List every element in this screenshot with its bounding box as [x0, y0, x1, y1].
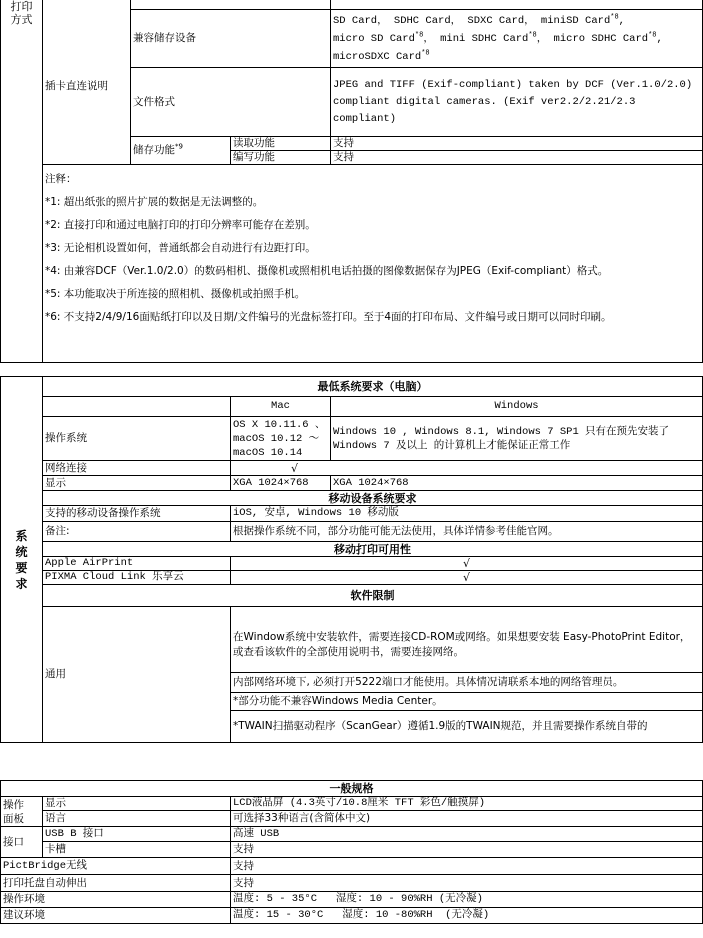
network-label: 网络连接 [43, 461, 231, 476]
software-note-1: 在Window系统中安装软件，需要连接CD-ROM或网络。如果想要安装 Easy-PhotoPrint Editor，或查看该软件的全部使用说明书，需要连接网络。 [231, 619, 703, 673]
write-function-value: 支持 [331, 151, 703, 165]
operating-env-value: 温度: 5 - 35°C 湿度: 10 - 90%RH (无冷凝) [231, 892, 703, 908]
read-function-value: 支持 [331, 137, 703, 151]
note-item: *6: 不支持2/4/9/16面贴纸打印以及日期/文件编号的光盘标签打印。至于4面的打印布局、文件编号或日期可以同时印刷。 [45, 311, 612, 323]
windows-display-value: XGA 1024×768 [331, 476, 703, 491]
note-item: *4: 由兼容DCF（Ver.1.0/2.0）的数码相机、摄像机或照相机电话拍摄的图像数据保存为JPEG（Exif-compliant）格式。 [45, 265, 609, 277]
notes-title: 注释： [45, 173, 77, 185]
mac-display-value: XGA 1024×768 [231, 476, 331, 491]
read-function-label: 读取功能 [231, 137, 331, 151]
general-specs-header: 一般规格 [1, 781, 703, 797]
mobile-req-header: 移动设备系统要求 [43, 491, 703, 506]
write-function-label: 编写功能 [231, 151, 331, 165]
interface-label: 接口 [1, 827, 43, 858]
compatible-storage-label: 兼容储存设备 [131, 10, 331, 68]
card-slot-value: 支持 [231, 842, 703, 858]
storage-function-label: 储存功能$^{*9}$ [131, 137, 231, 165]
software-note-4: *TWAIN扫描驱动程序（ScanGear）遵循1.9版的TWAIN规范，并且需要操作系统自带的 [231, 711, 703, 743]
airprint-check: √ [231, 557, 703, 571]
pixma-check: √ [231, 571, 703, 585]
recommended-env-label: 建议环境 [1, 908, 231, 924]
note-item: *2: 直接打印和通过电脑打印的打印分辨率可能存在差别。 [45, 219, 316, 231]
general-label: 通用 [43, 607, 231, 743]
software-note-2: 内部网络环境下, 必须打开5222端口才能使用。具体情况请联系本地的网络管理员。 [231, 673, 703, 693]
windows-os-value: Windows 10 , Windows 8.1, Windows 7 SP1 只有在预先安装了 Windows 7 及以上 的计算机上才能保证正常工作 [331, 417, 703, 461]
usb-value: 高速 USB [231, 827, 703, 842]
panel-language-value: 可选择33种语言(含简体中文) [231, 811, 703, 827]
network-check: √ [231, 461, 703, 476]
compatible-storage-value: SD Card， SDHC Card， SDXC Card， miniSD Card$^{*8}$, micro SD Card$^{*8}$， mini SDHC Card$^{*8}$， micro SDHC Card$^{*8}$, microSDXC Card$^{*8}$ [331, 10, 703, 68]
software-header: 软件限制 [43, 585, 703, 607]
software-note-3: *部分功能不兼容Windows Media Center。 [231, 693, 703, 711]
airprint-label: Apple AirPrint [43, 557, 231, 571]
system-requirements-table [0, 376, 703, 743]
tray-label: 打印托盘自动伸出 [1, 875, 231, 892]
remark-label: 备注: [43, 522, 231, 542]
operation-panel-label: 操作 面板 [1, 797, 43, 827]
pixma-label: PIXMA Cloud Link 乐享云 [43, 571, 231, 585]
card-direct-label: 插卡直连说明 [43, 10, 131, 165]
print-method-table [0, 0, 703, 363]
general-specs-table [0, 780, 703, 924]
panel-language-label: 语言 [43, 811, 231, 827]
file-format-label: 文件格式 [131, 68, 331, 137]
recommended-env-value: 温度: 15 - 30°C 湿度: 10 -80%RH (无冷凝) [231, 908, 703, 924]
mobile-os-label: 支持的移动设备操作系统 [43, 506, 231, 522]
note-item: *5: 本功能取决于所连接的照相机、摄像机或拍照手机。 [45, 288, 306, 300]
notes-block [43, 165, 703, 363]
os-label: 操作系统 [43, 417, 231, 461]
min-req-header: 最低系统要求（电脑） [43, 377, 703, 397]
pictbridge-value: 支持 [231, 858, 703, 875]
mobile-print-header: 移动打印可用性 [43, 542, 703, 557]
note-item: *3: 无论相机设置如何，普通纸都会自动进行有边距打印。 [45, 242, 316, 254]
mobile-os-value: iOS, 安卓, Windows 10 移动版 [231, 506, 703, 522]
operating-env-label: 操作环境 [1, 892, 231, 908]
card-slot-label: 卡槽 [43, 842, 231, 858]
note-item: *1: 超出纸张的照片扩展的数据是无法调整的。 [45, 196, 264, 208]
print-method-side-label [1, 0, 43, 363]
panel-display-label: 显示 [43, 797, 231, 811]
mac-column-header: Mac [231, 397, 331, 417]
panel-display-value: LCD液晶屏 (4.3英寸/10.8厘米 TFT 彩色/触摸屏) [231, 797, 703, 811]
system-req-side-label: 系 统 要 求 [1, 377, 43, 743]
remark-value: 根据操作系统不同，部分功能可能无法使用，具体详情参考佳能官网。 [231, 522, 703, 542]
pictbridge-label: PictBridge无线 [1, 858, 231, 875]
file-format-value: JPEG and TIFF (Exif-compliant) taken by DCF (Ver.1.0/2.0) compliant digital cameras. (Exif ver2.2/2.21/2.3 compliant) [331, 68, 703, 137]
usb-label: USB B 接口 [43, 827, 231, 842]
display-label: 显示 [43, 476, 231, 491]
windows-column-header: Windows [331, 397, 703, 417]
mac-os-value: OS X 10.11.6 、macOS 10.12 ～macOS 10.14 [231, 417, 331, 461]
print-method-label-line2: 方式 [10, 13, 33, 26]
print-method-label-line1: 打印 [10, 0, 33, 13]
tray-value: 支持 [231, 875, 703, 892]
